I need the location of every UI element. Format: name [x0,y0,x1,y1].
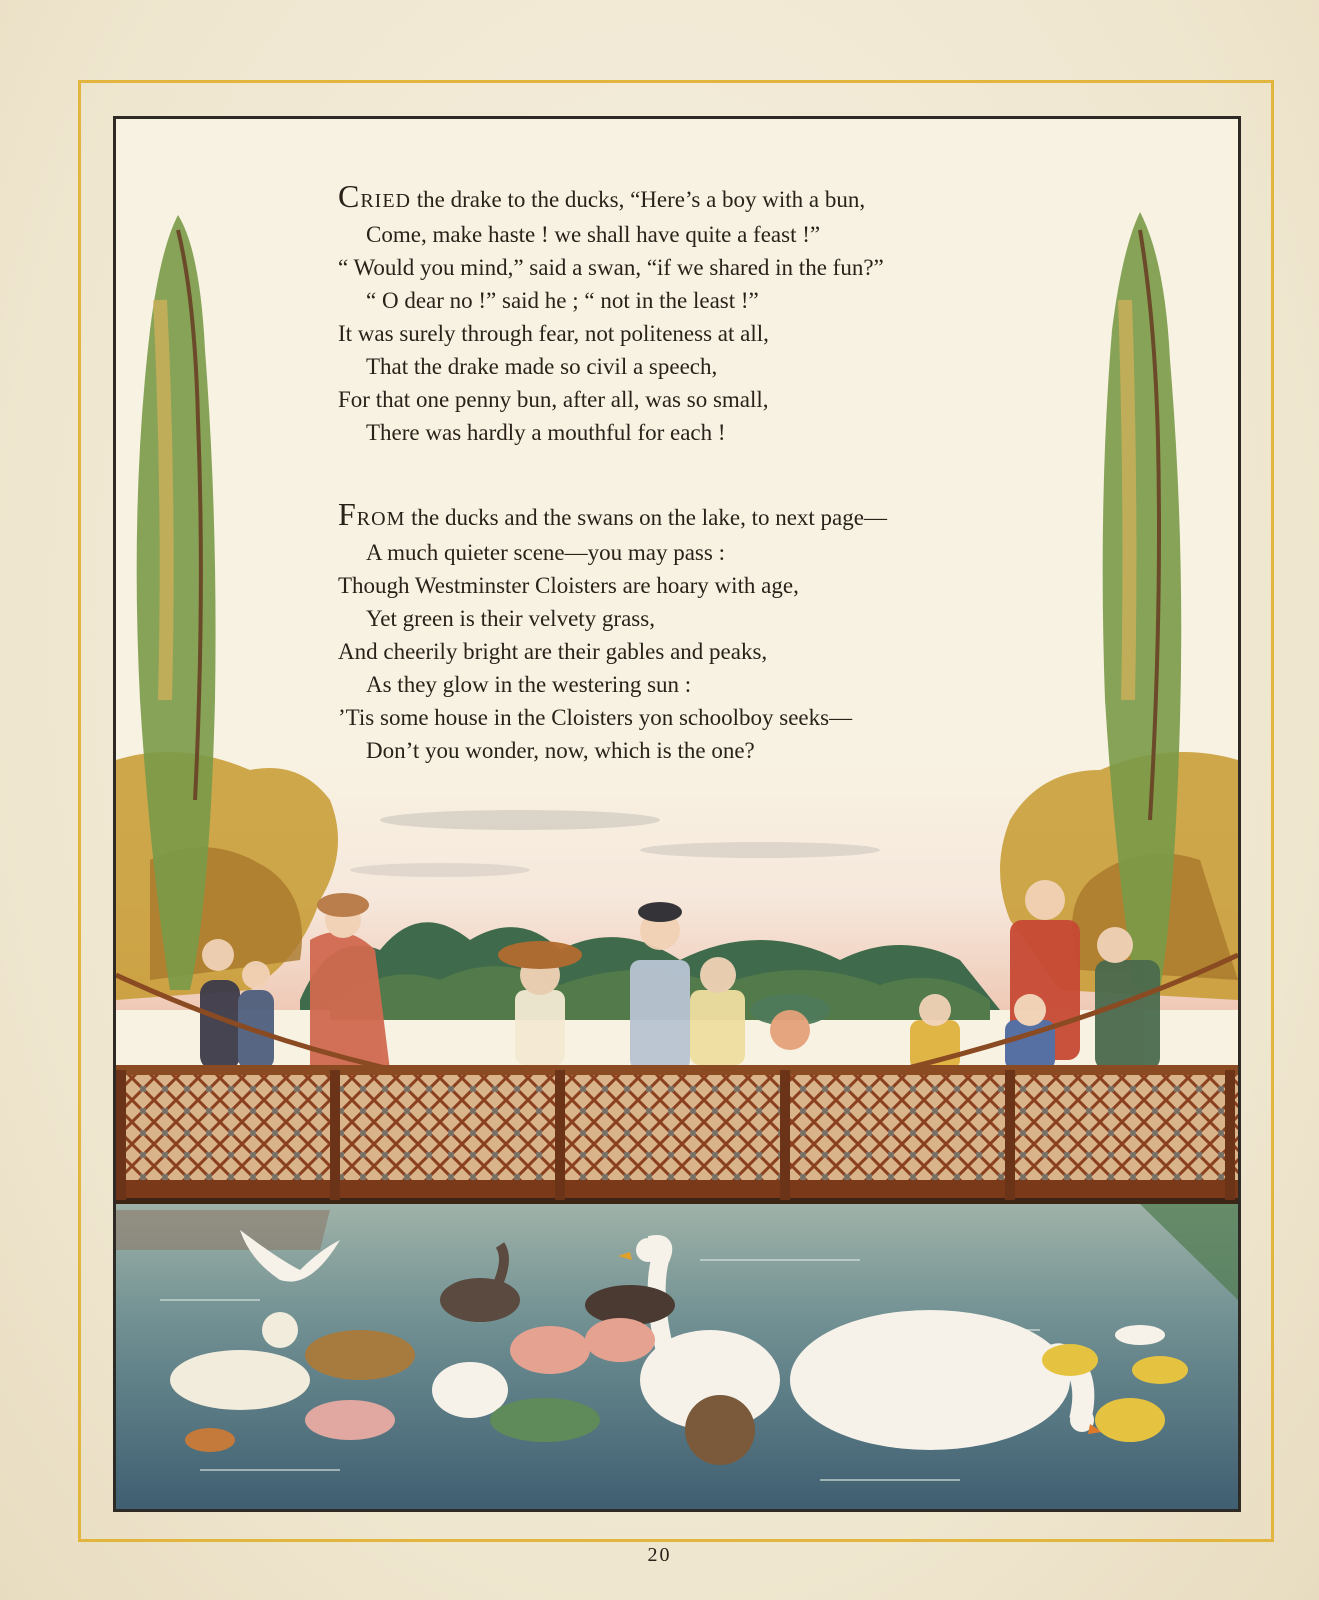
verse-line: For that one penny bun, after all, was so small, [338,387,769,412]
verse-line-text: the ducks and the swans on the lake, to next page— [405,505,887,530]
verse-line: It was surely through fear, not politeness at all, [338,321,769,346]
verse-line: As they glow in the westering sun : [366,672,692,697]
verse-line [338,180,1098,218]
verse-stanza-1 [338,180,1098,449]
small-caps-word: RIED [360,190,412,212]
verse-stanza-2 [338,498,1098,767]
verse-line: A much quieter scene—you may pass : [366,540,725,565]
drop-cap-letter: C [338,178,361,214]
small-caps-word: ROM [356,508,406,530]
verse-line: That the drake made so civil a speech, [366,354,718,379]
verse-line-text: the drake to the ducks, “Here’s a boy with a bun, [411,187,866,212]
verse-line: Though Westminster Cloisters are hoary with age, [338,573,799,598]
verse-line: There was hardly a mouthful for each ! [366,420,726,445]
verse-line: Come, make haste ! we shall have quite a feast !” [366,222,821,247]
page-number: 20 [647,1544,672,1566]
verse-line: “ Would you mind,” said a swan, “if we shared in the fun?” [338,255,884,280]
verse-line [338,498,1098,536]
verse-line: And cheerily bright are their gables and peaks, [338,639,768,664]
verse-line: “ O dear no !” said he ; “ not in the least !” [366,288,759,313]
verse-line: Don’t you wonder, now, which is the one? [366,738,755,763]
verse-line: Yet green is their velvety grass, [366,606,655,631]
verse-line: ’Tis some house in the Cloisters yon schoolboy seeks— [338,705,853,730]
drop-cap-letter: F [338,496,357,532]
